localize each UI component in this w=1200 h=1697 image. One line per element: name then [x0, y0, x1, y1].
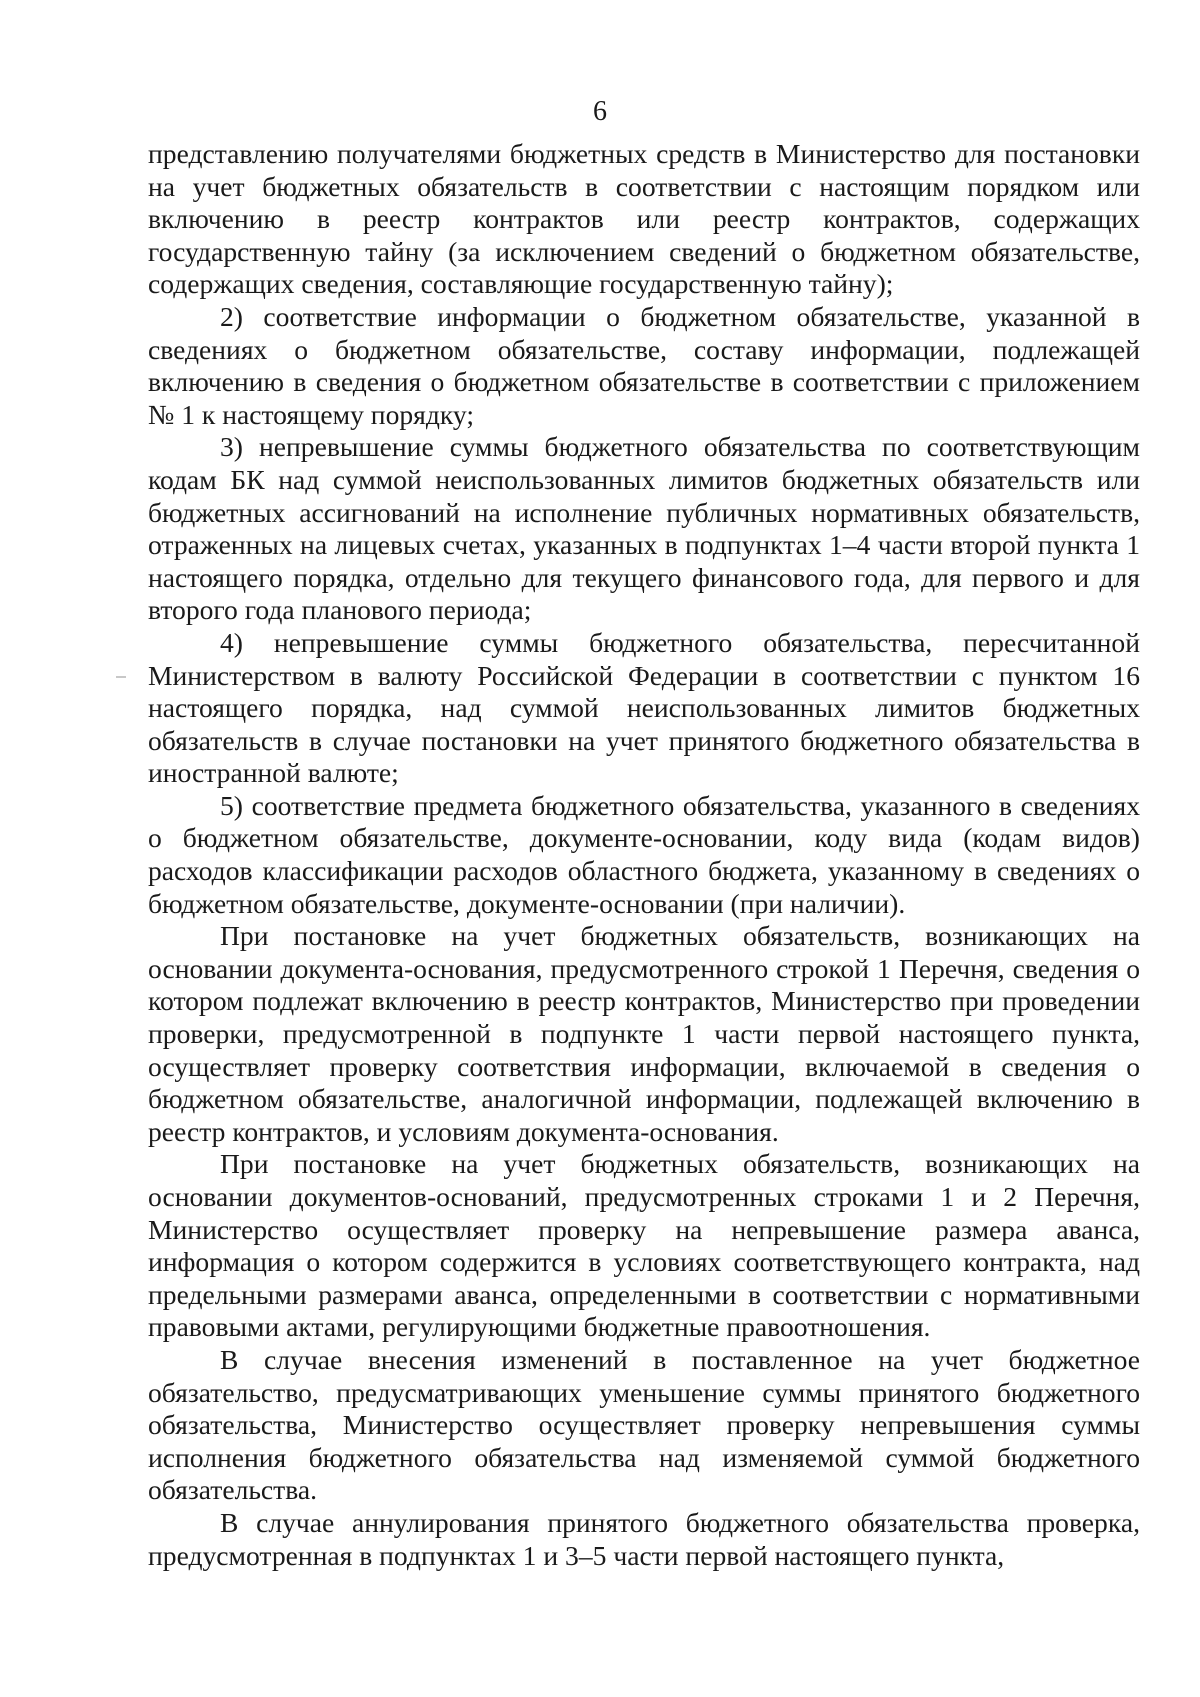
paragraph-annulment-check: В случае аннулирования принятого бюджетного обязательства проверка, предусмотренная в подпунктах 1 и 3–5 части первой настоящего пункта, [148, 1506, 1140, 1571]
scan-artifact [116, 676, 126, 678]
paragraph-item-4: 4) непревышение суммы бюджетного обязательства, пересчитанной Министерством в валюту Российской Федерации в соответствии с пунктом 16 настоящего порядка, над суммой неиспользованных лимитов бюджетных обязательств в случае постановки на учет принятого бюджетного обязательства в иностранной валюте; [148, 626, 1140, 789]
paragraph-contract-check: При постановке на учет бюджетных обязательств, возникающих на основании документа-основания, предусмотренного строкой 1 Перечня, сведения о котором подлежат включению в реестр контрактов, Министерство при проведении проверки, предусмотренной в подпункте 1 части первой настоящего пункта, осуществляет проверку соответствия информации, включаемой в сведения о бюджетном обязательстве, аналогичной информации, подлежащей включению в реестр контрактов, и условиям документа-основания. [148, 920, 1140, 1147]
paragraph-continuation: представлению получателями бюджетных средств в Министерство для постановки на учет бюджетных обязательств в соответствии с настоящим порядком или включению в реестр контрактов или реестр контрактов, содержащих государственную тайну (за исключением сведений о бюджетном обязательстве, содержащих сведения, составляющие государственную тайну); [148, 138, 1140, 300]
page-number: 6 [593, 96, 607, 127]
document-body [148, 138, 1140, 1572]
paragraph-item-5: 5) соответствие предмета бюджетного обязательства, указанного в сведениях о бюджетном обязательстве, документе-основании, коду вида (кодам видов) расходов классификации расходов областного бюджета, указанному в сведениях о бюджетном обязательстве, документе-основании (при наличии). [148, 789, 1140, 919]
paragraph-item-3: 3) непревышение суммы бюджетного обязательства по соответствующим кодам БК над суммой неиспользованных лимитов бюджетных обязательств или бюджетных ассигнований на исполнение публичных нормативных обязательств, отраженных на лицевых счетах, указанных в подпунктах 1–4 части второй пункта 1 настоящего порядка, отдельно для текущего финансового года, для первого и для второго года планового периода; [148, 431, 1140, 626]
paragraph-amendment-check: В случае внесения изменений в поставленное на учет бюджетное обязательство, предусматривающих уменьшение суммы принятого бюджетного обязательства, Министерство осуществляет проверку непревышения суммы исполнения бюджетного обязательства над изменяемой суммой бюджетного обязательства. [148, 1343, 1140, 1506]
paragraph-advance-check: При постановке на учет бюджетных обязательств, возникающих на основании документов-оснований, предусмотренных строками 1 и 2 Перечня, Министерство осуществляет проверку на непревышение размера аванса, информация о котором содержится в условиях соответствующего контракта, над предельными размерами аванса, определенными в соответствии с нормативными правовыми актами, регулирующими бюджетные правоотношения. [148, 1148, 1140, 1343]
paragraph-item-2: 2) соответствие информации о бюджетном обязательстве, указанной в сведениях о бюджетном обязательстве, составу информации, подлежащей включению в сведения о бюджетном обязательстве в соответствии с приложением № 1 к настоящему порядку; [148, 300, 1140, 430]
